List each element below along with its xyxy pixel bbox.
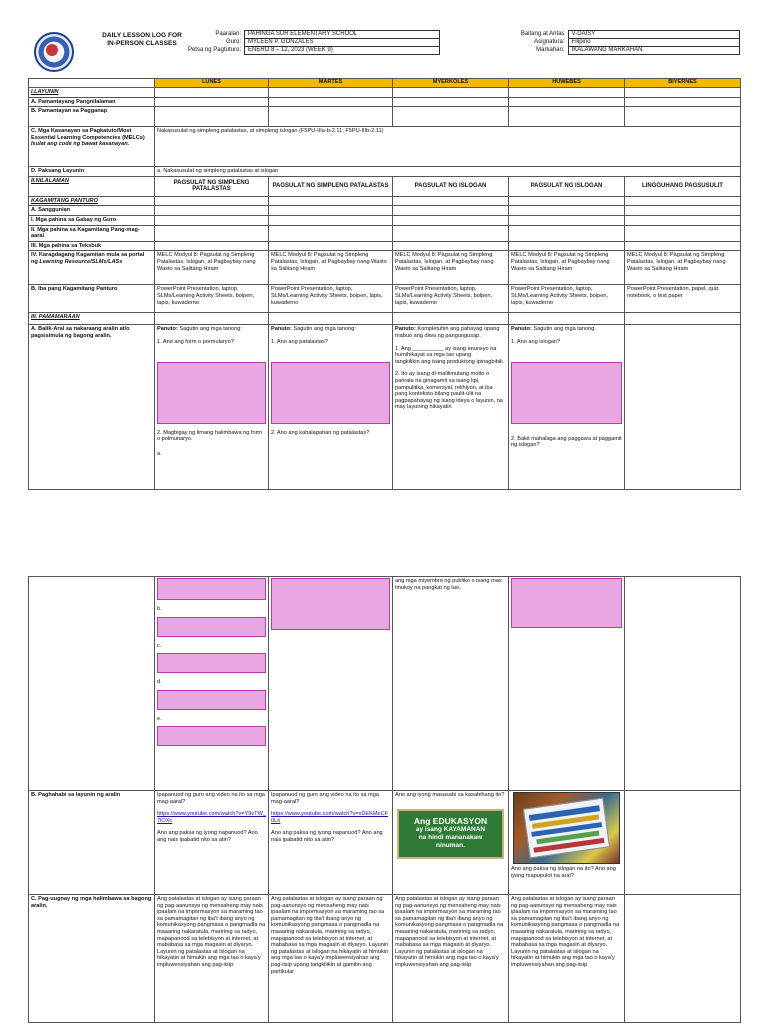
video-instruction: Ipapanuod ng guro ang video na ito sa mga mag-aaral? [271, 792, 379, 805]
islogan-poster-image [513, 792, 620, 864]
pag-uugnay-biyernes [625, 895, 741, 1023]
document-header [28, 30, 740, 74]
panuto-text: Kompletuhin ang pahayag upang mabuo ang diwa ng pangungusap. [395, 326, 500, 339]
panuto-text: Sagutin ang mga tanong: [293, 326, 356, 333]
school-info-table [174, 30, 440, 55]
gabay-ng-guro: I. Mga pahina sa Gabay ng Guro [29, 215, 155, 225]
slogan-line-3: na hindi mananakaw [418, 833, 483, 841]
day-lunes: LUNES [155, 79, 269, 88]
paaralan-label: Paaralan: [174, 31, 245, 39]
deped-seal-icon [34, 32, 74, 72]
answer-box[interactable] [157, 690, 266, 710]
markahan-label: Markahan: [490, 47, 568, 55]
panuto-label: Panuto: [271, 326, 292, 333]
iba-pang-myerkoles: PowerPoint Presentation, laptop, SLMs/Learning Activity Sheets, bolpen, lapis, kuwaderno [393, 285, 509, 313]
baitang-label: Baitang at Antas [490, 31, 568, 39]
paghahabi-biyernes [625, 791, 741, 895]
paghahabi: B. Paghahabi sa layunin ng aralin [29, 791, 155, 895]
panuto-label: Panuto: [511, 326, 532, 333]
asignatura-value: Filipino [568, 39, 739, 47]
paksang-layunin: D. Paksang Layunin [29, 167, 155, 177]
iba-pang-kagamitan: B. Iba pang Kagamitang Panturo [29, 285, 155, 313]
day-myerkoles: MYERKOLES [393, 79, 509, 88]
balik-aral-myerkoles [393, 325, 509, 490]
melc-lunes: MELC Modyul 8: Pagsulat ng Simpleng Patalastas, Islogan, at Pagbaybay nang Wasto sa Salitang Hiram [155, 251, 269, 285]
item-d: d. [157, 679, 162, 686]
balik-aral-biyernes [625, 325, 741, 490]
balik-aral-lunes-continued [155, 577, 269, 791]
melc-myerkoles: MELC Modyul 8: Pagsulat ng Simpleng Patalastas, Islogan, at Pagbaybay nang Wasto sa Salitang Hiram [393, 251, 509, 285]
day-biyernes: BIYERNES [625, 79, 741, 88]
title-line-1: DAILY LESSON LOG FOR [102, 32, 182, 39]
guro-value: MYLEEN P. GONZALES [245, 39, 440, 47]
balik-aral-biyernes-continued [625, 577, 741, 791]
question-2: 2. Ito ay isang di-malilimutang motto o parirala na ginagamit sa isang lipi, pampulitika, komersyal, relihiyon, at iba pang konteksto bilang paulit-ulit na pagpapahayag ng isang ideya o layunin, na may layuning hikayatin [395, 371, 503, 411]
mga-kasanayan-label: C. Mga Kasanayan sa Pagkatuto/Most Essential Learning Competencies (MELCs) [31, 128, 145, 141]
question-1: 1. Ano ang islogan? [511, 338, 561, 345]
sanggunian: A. Sanggunian [29, 206, 155, 216]
panuto-text: Sagutin ang mga tanong. [533, 326, 596, 333]
paghahabi-martes [269, 791, 393, 895]
pamantayang-pangnilalaman: A. Pamantayang Pangnilalaman [29, 97, 155, 107]
paaralan-value: PAHINGA SUR ELEMENTARY SCHOOL [245, 31, 440, 39]
question-2-cont: ang mga miyembro ng publiko o isang mas tinukoy na pangkat ng tao. [395, 578, 502, 591]
nilalaman-heading: II.NILALAMAN [29, 176, 155, 196]
answer-box[interactable] [157, 362, 266, 424]
petsa-label: Petsa ng Pagtuturo: [174, 47, 245, 55]
paghahabi-myerkoles [393, 791, 509, 895]
melc-biyernes: MELC Modyul 8: Pagsulat ng Simpleng Patalastas, Islogan, at Pagbaybay nang Wasto sa Salitang Hiram [625, 251, 741, 285]
slogan-line-1: Ang EDUKASYON [413, 815, 488, 826]
nilalaman-martes: PAGSULAT NG SIMPLENG PATALASTAS [269, 176, 393, 196]
balik-aral-martes [269, 325, 393, 490]
item-c: c. [157, 642, 162, 649]
isulat-code-note: Isulat ang code ng bawat kasanayan. [31, 141, 130, 148]
question-2: 2. Ano ang kahalagahan ng patalastas? [271, 429, 370, 436]
nilalaman-biyernes: LINGGUHANG PAGSUSULIT [625, 176, 741, 196]
kagamitang-heading: KAGAMITANG PANTURO [29, 196, 155, 206]
video-link[interactable]: https://www.youtube.com/watch?v=Y9vTW_7lOXc [157, 811, 266, 824]
answer-box[interactable] [511, 362, 622, 424]
paghahabi-lunes [155, 791, 269, 895]
item-e: e. [157, 715, 162, 722]
day-martes: MARTES [269, 79, 393, 88]
pag-uugnay-lunes: Ang patalastas at islogan ay isang paraan ng pag-aanunsyo ng mensaheng may nais ipaalam na impormasyon sa maraming tao sa pamamagitan ng iba't ibang anyo ng komunikasyong pangmasa o pangmadla na maaaring nakaratula, maririnig sa radyo, mapapanood sa telebisyon at internet, at mababasa sa mga magasin at diyaryo. Layunin ng patalastas at islogan na hikayatin at himukin ang mga tao o kaya'y impluwensiyahan ang pag-iisip [155, 895, 269, 1023]
asignatura-label: Asignatura: [490, 39, 568, 47]
answer-box[interactable] [271, 362, 390, 424]
balik-aral-huwebes [509, 325, 625, 490]
islogan-question: Ano ang paksa ng islogan na ito? Ano ang iyong mapupulot na aral? [511, 866, 616, 879]
teksbuk: III. Mga pahina sa Teksbuk [29, 241, 155, 251]
day-huwebes: HUWEBES [509, 79, 625, 88]
panuto-label: Panuto: [157, 326, 178, 333]
item-a: a. [157, 450, 162, 457]
answer-box[interactable] [511, 578, 622, 628]
baitang-value: V-DAISY [568, 31, 739, 39]
kagamitang-pang-mag-aaral: II. Mga pahina sa Kagamitang Pang-mag-aaral [29, 225, 155, 241]
layunin-heading: I.LAYUNIN [29, 88, 155, 98]
markahan-value: IKALAWANG MARKAHAN [568, 47, 739, 55]
answer-box[interactable] [157, 617, 266, 637]
item-b: b. [157, 606, 162, 612]
pamamaraan-heading: III. PAMAMARAAN [29, 313, 155, 325]
answer-box[interactable] [157, 578, 266, 600]
question-1: 1. Ano ang patalastas? [271, 338, 328, 345]
question-2: 2. Magbigay ng limang halimbawa ng form o polmunaryo. [157, 429, 263, 443]
guro-label: Guro: [174, 39, 245, 47]
melc-competency: Nakasusulat ng simpleng patalastas, at simpleng islogan (F5PU-IIIa-b-2.11; F5PU-IIIb-2.11) [155, 127, 741, 167]
question-1: 1. Ano ang form o pormularyo? [157, 338, 234, 345]
nilalaman-lunes: PAGSULAT NG SIMPLENG PATALASTAS [155, 176, 269, 196]
balik-aral-martes-continued [269, 577, 393, 791]
video-question: Ano ang paksa ng iyong napanuod? Ano ang nais ipabatid nito sa atin? [157, 830, 258, 843]
panuto-label: Panuto: [395, 326, 416, 333]
karagdagang-label: IV. Karagdagang Kagamitan mula sa portal ng [31, 252, 145, 265]
answer-box[interactable] [157, 726, 266, 746]
melc-martes: MELC Modyul 8: Pagsulat ng Simpleng Patalastas, Islogan, at Pagbaybay nang Wasto sa Salitang Hiram [269, 251, 393, 285]
iba-pang-huwebes: PowerPoint Presentation, laptop, SLMs/Learning Activity Sheets, bolpen, lapis, kuwaderno [509, 285, 625, 313]
question-1-cont: tangkilikin ang isang produktong ipinagbibili. [395, 358, 505, 365]
pag-uugnay-martes: Ang patalastas at islogan ay isang paraan ng pag-aanunsyo ng mensaheng may nais ipaalam na impormasyon sa maraming tao sa pamamagitan ng iba't ibang anyo ng komunikasyong pangmasa o pangmadla na maaaring nakaratula, maririnig sa radyo, mapapanood sa telebisyon at internet, at mababasa sa mga magasin at diyaryo. Layunin ng patalastas at islogan na hikayatin at himukin ang mga tao o kaya'y impluwensiyahan ang pag-iisip upang tangkilikin at gamitin ang partikular [269, 895, 393, 1023]
pag-uugnay-huwebes: Ang patalastas at islogan ay isang paraan ng pag-aanunsyo ng mensaheng may nais ipaalam na impormasyon sa maraming tao sa pamamagitan ng iba't ibang anyo ng komunikasyong pangmasa o pangmadla na maaaring nakaratula, maririnig sa radyo, mapapanood sa telebisyon at internet, at mababasa sa mga magasin at diyaryo. Layunin ng patalastas at islogan na hikayatin at himukin ang mga tao o kaya'y impluwensiyahan ang pag-iisip [509, 895, 625, 1023]
question-1: 1. Ang __________ ay isang anunsyo na humihikayat sa mga tao upang [395, 345, 497, 359]
answer-box[interactable] [271, 578, 390, 630]
slogan-image [397, 809, 504, 859]
lesson-log-table [28, 78, 741, 490]
answer-box[interactable] [157, 653, 266, 673]
iba-pang-martes: PowerPoint Presentation, laptop, SLMs/Learning Activity Sheets, bolpen, lapis, kuwaderno [269, 285, 393, 313]
video-question: Ano ang paksa ng iyong napanuod? Ano ang nais ipabatid nito sa atin? [271, 830, 383, 843]
lesson-log-table-continued [28, 576, 741, 1023]
karagdagang-kagamitan [29, 251, 155, 285]
balik-aral-lunes [155, 325, 269, 490]
nilalaman-myerkoles: PAGSULAT NG ISLOGAN [393, 176, 509, 196]
balik-aral-continued [29, 577, 155, 791]
class-info-table [490, 30, 740, 55]
video-instruction: Ipapanuod ng guro ang video na ito sa mga mag-aaral? [157, 792, 265, 805]
balik-aral-huwebes-continued [509, 577, 625, 791]
iba-pang-lunes: PowerPoint Presentation, laptop, SLMs/Learning Activity Sheets, bolpen, lapis, kuwaderno [155, 285, 269, 313]
paksang-layunin-value: a. Nakasusulat ng simpleng patalastas at islogan [155, 167, 741, 177]
kasabihan-question: Ano ang iyong masasabi sa kasabihang ito? [395, 792, 505, 798]
balik-aral-myerkoles-continued [393, 577, 509, 791]
mga-kasanayan-cell [29, 127, 155, 167]
petsa-value: ENERO 8 – 12, 2023 (WEEK 9) [245, 47, 440, 55]
balik-aral: A. Balik-Aral sa nakaraang aralin at/o pagsisimula ng bagong aralin. [29, 325, 155, 490]
panuto-text: Sagutin ang mga tanong: [179, 326, 242, 333]
melc-huwebes: MELC Modyul 8: Pagsulat ng Simpleng Patalastas, Islogan, at Pagbaybay nang Wasto sa Salitang Hiram [509, 251, 625, 285]
question-2: 2. Bakit mahalaga ang paggawa at paggamit ng islogan? [511, 435, 622, 449]
pamantayan-sa-pagganap: B. Pamantayan sa Pagganap [29, 107, 155, 127]
nilalaman-huwebes: PAGSULAT NG ISLOGAN [509, 176, 625, 196]
corner-cell [29, 79, 155, 88]
karagdagang-em: Learning Resource/SLMs/LASs [39, 258, 123, 265]
iba-pang-biyernes: PowerPoint Presentation, papel, quiz notebook, o test paper [625, 285, 741, 313]
pag-uugnay: C. Pag-uugnay ng mga halimbawa sa bagong aralin. [29, 895, 155, 1023]
slogan-line-4: ninuman. [436, 841, 465, 849]
pag-uugnay-myerkoles: Ang patalastas at islogan ay isang paraan ng pag-aanunsyo ng mensaheng may nais ipaalam na impormasyon sa maraming tao sa pamamagitan ng iba't ibang anyo ng komunikasyong pangmasa o pangmadla na maaaring nakaratula, maririnig sa radyo, mapapanood sa telebisyon at internet, at mababasa sa mga magasin at diyaryo. Layunin ng patalastas at islogan na hikayatin at himukin ang mga tao o kaya'y impluwensiyahan ang pag-iisip [393, 895, 509, 1023]
paghahabi-huwebes [509, 791, 625, 895]
title-line-2: IN-PERSON CLASSES [107, 40, 177, 47]
video-link[interactable]: https://www.youtube.com/watch?v=sDEKMeCF0Lo [271, 811, 389, 824]
slogan-line-2: ay isang KAYAMANAN [415, 825, 486, 833]
